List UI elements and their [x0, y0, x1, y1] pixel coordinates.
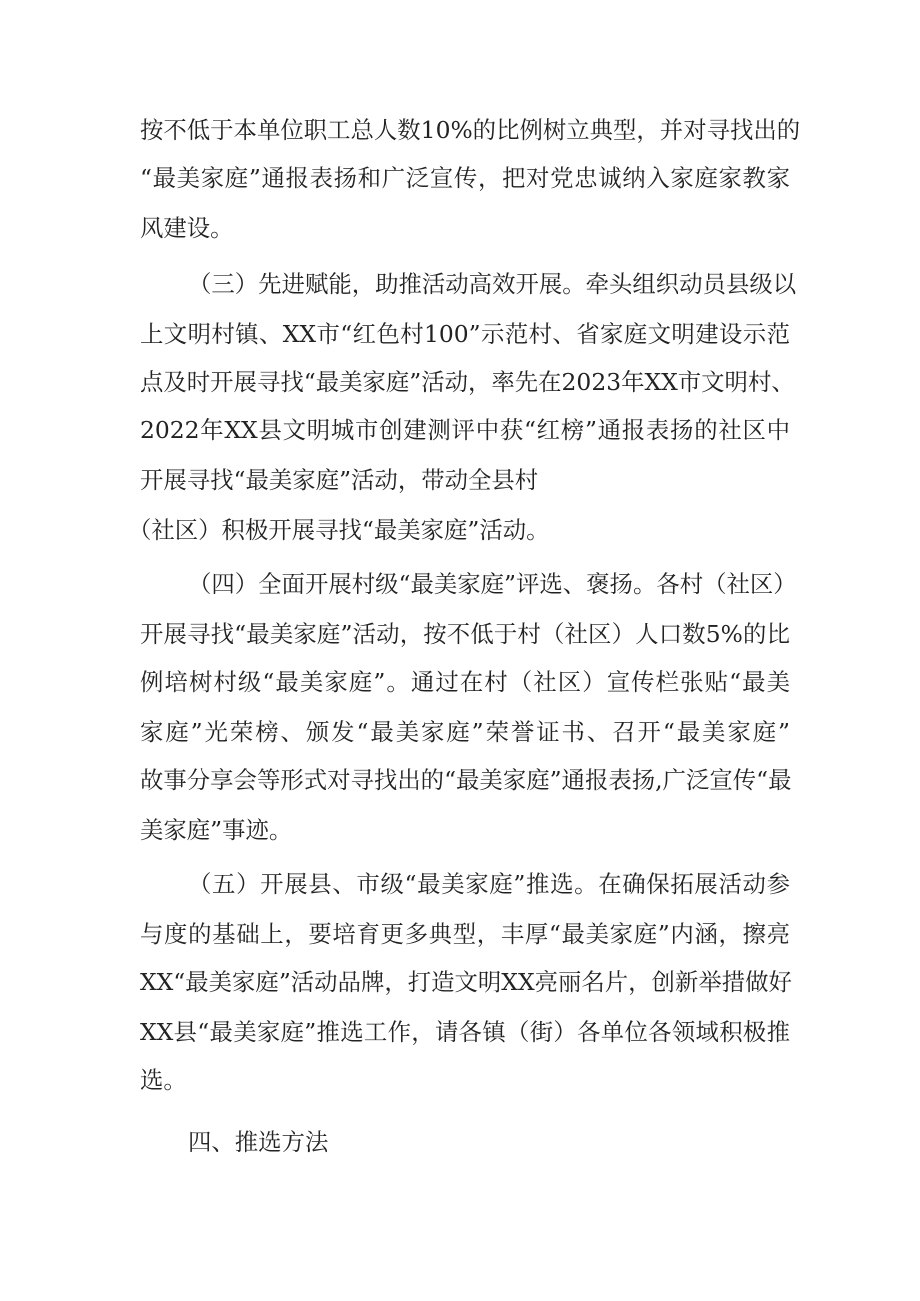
- paragraph-line: 故事分享会等形式对寻找出的“最美家庭”通报表扬,广泛宣传“最: [140, 766, 792, 794]
- paragraph-line: 风建设。: [140, 214, 234, 242]
- paragraph-line: 2022年XX县文明城市创建测评中获“红榜”通报表扬的社区中: [140, 416, 790, 444]
- paragraph-line: （社区）积极开展寻找“最美家庭”活动。: [128, 516, 550, 544]
- paragraph-line: 家庭”光荣榜、颁发“最美家庭”荣誉证书、召开“最美家庭”: [140, 718, 790, 746]
- paragraph-line: （四）全面开展村级“最美家庭”评选、褒扬。各村（社区）: [188, 570, 797, 598]
- paragraph-line: （五）开展县、市级“最美家庭”推选。在确保拓展活动参: [188, 870, 790, 898]
- paragraph-line: （三）先进赋能，助推活动高效开展。牵头组织动员县级以: [188, 270, 797, 298]
- paragraph-line: “最美家庭”通报表扬和广泛宣传，把对党忠诚纳入家庭家教家: [140, 164, 790, 192]
- paragraph-line: 美家庭”事迹。: [140, 816, 293, 844]
- paragraph-line: 与度的基础上，要培育更多典型，丰厚“最美家庭”内涵，擦亮: [140, 920, 790, 948]
- section-heading: 四、推选方法: [188, 1128, 329, 1156]
- paragraph-line: 选。: [140, 1066, 187, 1094]
- paragraph-line: XX“最美家庭”活动品牌，打造文明XX亮丽名片，创新举措做好: [140, 968, 792, 996]
- paragraph-line: 按不低于本单位职工总人数10%的比例树立典型，并对寻找出的: [140, 116, 801, 144]
- paragraph-line: 点及时开展寻找“最美家庭”活动，率先在2023年XX市文明村、: [140, 368, 795, 396]
- paragraph-line: XX县“最美家庭”推选工作，请各镇（街）各单位各领域积极推: [140, 1018, 790, 1046]
- paragraph-line: 开展寻找“最美家庭”活动，带动全县村: [140, 466, 539, 494]
- paragraph-line: 例培树村级“最美家庭”。通过在村（社区）宣传栏张贴“最美: [140, 668, 790, 696]
- paragraph-line: 开展寻找“最美家庭”活动，按不低于村（社区）人口数5%的比: [140, 620, 790, 648]
- paragraph-line: 上文明村镇、XX市“红色村100”示范村、省家庭文明建设示范: [140, 320, 790, 348]
